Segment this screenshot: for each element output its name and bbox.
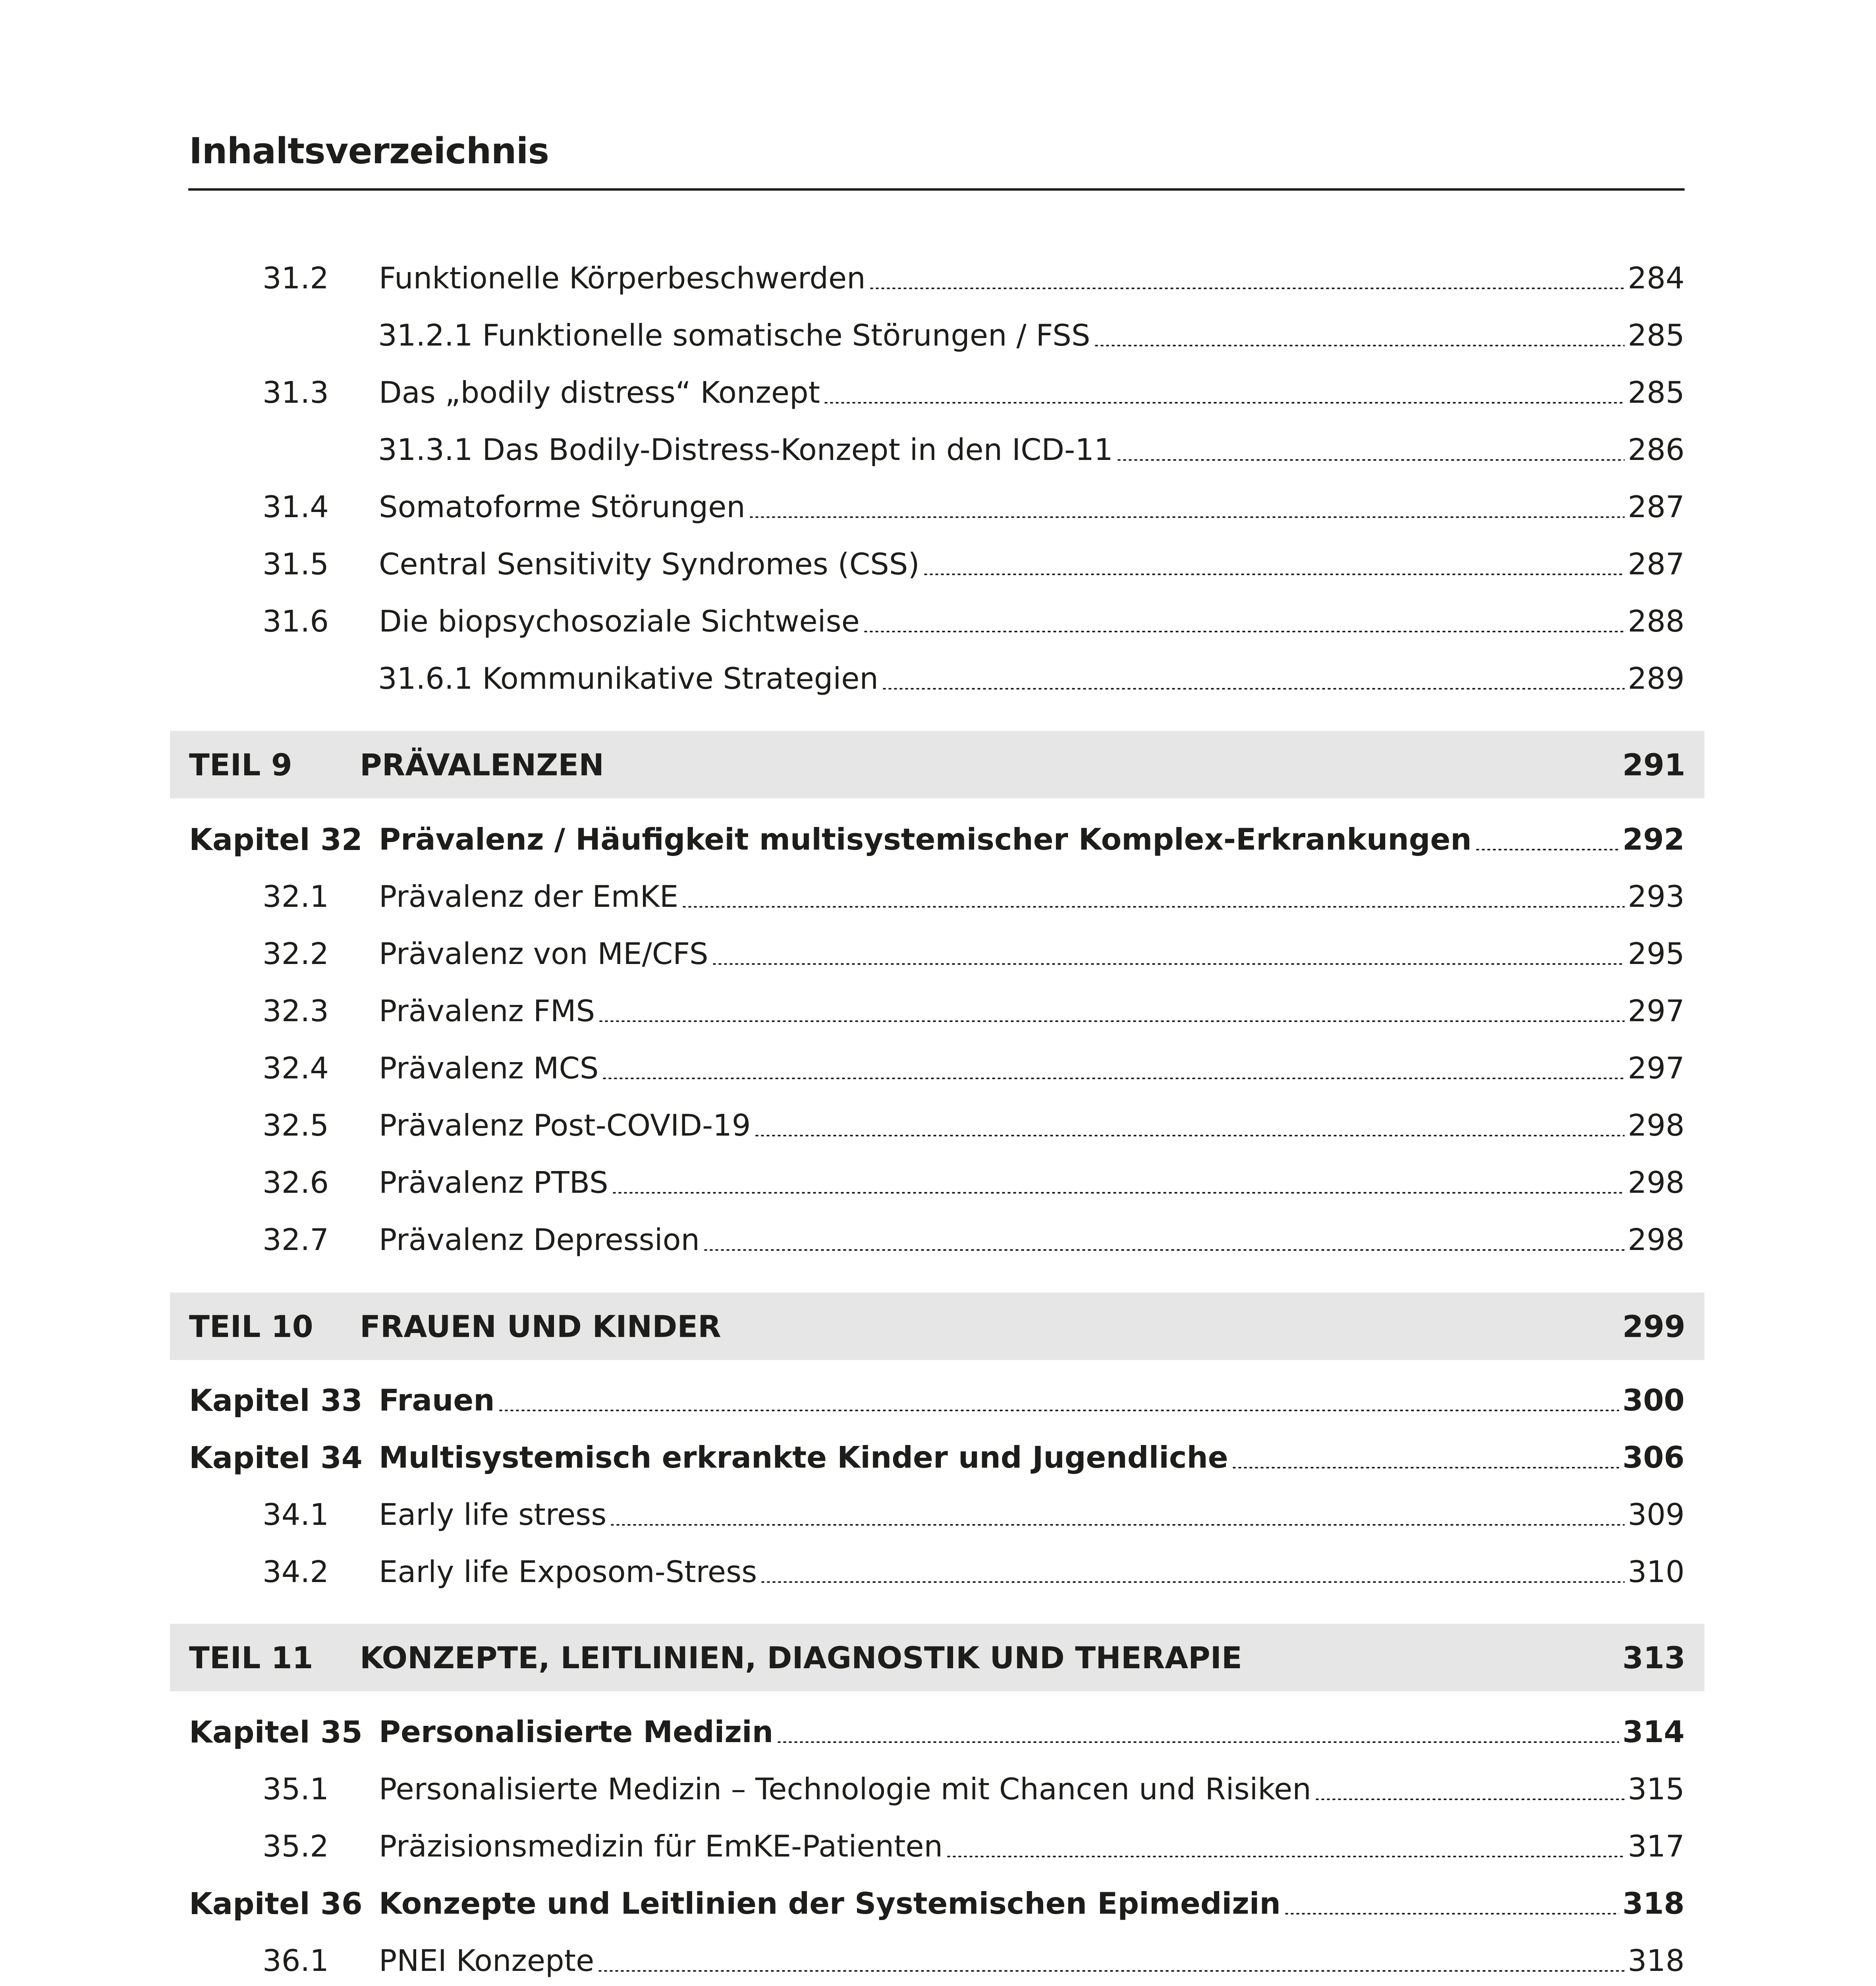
toc-entry-title: 31.3.1 Das Bodily-Distress-Konzept in den ICD-11 — [378, 432, 1113, 467]
toc-entry[interactable] — [189, 1544, 1685, 1600]
toc-entry-title: Early life stress — [379, 1497, 607, 1532]
toc-entry-title: Die biopsychosoziale Sichtweise — [379, 604, 860, 639]
toc-chapter-number: Kapitel 36 — [189, 1886, 363, 1921]
toc-chapter[interactable] — [189, 1704, 1685, 1760]
part-page: 291 — [1622, 747, 1685, 782]
dot-leader — [823, 402, 1625, 404]
toc-entry-page: 298 — [1627, 1222, 1685, 1257]
toc-entry-title: Das „bodily distress“ Konzept — [379, 375, 820, 410]
toc-entry[interactable] — [189, 1040, 1685, 1096]
dot-leader — [882, 688, 1625, 690]
toc-entry[interactable] — [189, 1818, 1685, 1874]
toc-entry-page: 293 — [1627, 879, 1685, 914]
toc-entry-title: Konzepte und Leitlinien der Systemischen Epimedizin — [379, 1886, 1281, 1921]
toc-entry-page: 314 — [1622, 1714, 1685, 1749]
toc-entry-page: 288 — [1627, 604, 1685, 639]
toc-entry-number: 32.2 — [262, 936, 329, 971]
dot-leader — [1284, 1913, 1619, 1915]
toc-entry-number: 35.1 — [262, 1772, 329, 1806]
dot-leader — [863, 631, 1625, 632]
dot-leader — [598, 1020, 1625, 1022]
toc-entry-page: 317 — [1627, 1829, 1685, 1864]
toc-entry-title: Prävalenz MCS — [379, 1051, 599, 1086]
toc-entry-page: 285 — [1627, 318, 1685, 353]
toc-entry-title: PNEI Konzepte — [379, 1943, 594, 1978]
toc-entry-number: 34.1 — [262, 1497, 329, 1532]
dot-leader — [610, 1524, 1625, 1526]
toc-entry[interactable] — [189, 869, 1685, 924]
part-heading-11[interactable] — [170, 1624, 1704, 1691]
toc-entry-number: 31.5 — [262, 547, 329, 582]
part-title: PRÄVALENZEN — [360, 747, 604, 782]
toc-entry-title: Early life Exposom-Stress — [379, 1554, 757, 1589]
toc-entry-page: 286 — [1627, 432, 1685, 467]
toc-entry-title: Prävalenz FMS — [379, 993, 595, 1028]
dot-leader — [597, 1970, 1625, 1972]
toc-entry-number: 32.6 — [262, 1165, 329, 1200]
toc-entry-title: Prävalenz PTBS — [379, 1165, 608, 1200]
toc-entry-page: 310 — [1627, 1554, 1685, 1589]
toc-entry[interactable] — [189, 983, 1685, 1039]
toc-subentry[interactable] — [378, 307, 1685, 363]
toc-entry-title: Somatoforme Störungen — [379, 489, 745, 524]
toc-chapter-number: Kapitel 33 — [189, 1382, 363, 1418]
toc-entry-number: 31.2 — [262, 261, 329, 296]
toc-entry-title: Personalisierte Medizin — [379, 1714, 774, 1749]
dot-leader — [498, 1410, 1619, 1411]
toc-entry-page: 298 — [1627, 1108, 1685, 1143]
toc-entry-page: 300 — [1622, 1383, 1685, 1418]
part-page: 313 — [1622, 1640, 1685, 1675]
dot-leader — [1094, 345, 1625, 346]
dot-leader — [681, 906, 1625, 908]
dot-leader — [1116, 459, 1625, 461]
toc-entry-page: 306 — [1622, 1440, 1685, 1475]
dot-leader — [749, 516, 1625, 518]
dot-leader — [946, 1856, 1625, 1857]
toc-entry-title: Funktionelle Körperbeschwerden — [379, 261, 866, 296]
toc-entry[interactable] — [189, 1212, 1685, 1267]
dot-leader — [712, 963, 1625, 965]
part-heading-10[interactable] — [170, 1292, 1704, 1360]
toc-chapter-number: Kapitel 34 — [189, 1439, 363, 1475]
part-label: TEIL 9 — [189, 747, 292, 782]
toc-entry-number: 32.4 — [262, 1051, 329, 1086]
part-label: TEIL 11 — [189, 1640, 313, 1675]
toc-chapter[interactable] — [189, 811, 1685, 867]
toc-entry-title: Multisystemisch erkrankte Kinder und Jugendliche — [379, 1440, 1228, 1475]
toc-chapter[interactable] — [189, 1876, 1685, 1931]
dot-leader — [760, 1581, 1625, 1583]
toc-entry-number: 35.2 — [262, 1829, 329, 1864]
toc-entry-number: 32.3 — [262, 993, 329, 1028]
toc-entry-title: Präzisionsmedizin für EmKE-Patienten — [379, 1829, 943, 1864]
toc-entry-page: 318 — [1622, 1886, 1685, 1921]
toc-entry[interactable] — [189, 1155, 1685, 1210]
part-title: FRAUEN UND KINDER — [360, 1308, 721, 1344]
toc-entry[interactable] — [189, 1761, 1685, 1817]
toc-entry[interactable] — [189, 365, 1685, 420]
dot-leader — [776, 1741, 1619, 1743]
toc-entry-page: 292 — [1622, 822, 1685, 857]
toc-entry[interactable] — [189, 926, 1685, 981]
part-title: KONZEPTE, LEITLINIEN, DIAGNOSTIK UND THERAPIE — [360, 1640, 1242, 1675]
toc-entry-title: Prävalenz / Häufigkeit multisystemischer Komplex-Erkrankungen — [379, 822, 1472, 857]
toc-entry-number: 31.4 — [262, 489, 329, 524]
toc-entry-title: Prävalenz der EmKE — [379, 879, 679, 914]
toc-entry[interactable] — [189, 1487, 1685, 1542]
toc-entry-number: 32.5 — [262, 1108, 329, 1143]
toc-entry-number: 31.3 — [262, 375, 329, 410]
dot-leader — [612, 1192, 1625, 1194]
toc-entry-page: 309 — [1627, 1497, 1685, 1532]
dot-leader — [1314, 1799, 1625, 1800]
toc-chapter[interactable] — [189, 1430, 1685, 1485]
toc-subentry[interactable] — [378, 422, 1685, 477]
page-header-title: Inhaltsverzeichnis — [189, 130, 549, 172]
dot-leader — [703, 1249, 1625, 1251]
toc-entry[interactable] — [189, 250, 1685, 306]
dot-leader — [1475, 849, 1619, 850]
toc-entry-page: 285 — [1627, 375, 1685, 410]
toc-entry[interactable] — [189, 1933, 1685, 1986]
dot-leader — [1231, 1467, 1619, 1468]
dot-leader — [923, 574, 1625, 575]
toc-entry[interactable] — [189, 593, 1685, 649]
toc-entry-page: 295 — [1627, 936, 1685, 971]
toc-chapter-number: Kapitel 32 — [189, 821, 363, 857]
toc-entry-page: 315 — [1627, 1772, 1685, 1806]
toc-entry-number: 36.1 — [262, 1943, 329, 1978]
toc-entry-title: Frauen — [379, 1383, 495, 1418]
toc-entry-title: Prävalenz Post-COVID-19 — [379, 1108, 751, 1143]
toc-entry-number: 32.7 — [262, 1222, 329, 1257]
toc-entry[interactable] — [189, 479, 1685, 535]
toc-entry-page: 284 — [1627, 261, 1685, 296]
toc-entry-title: Personalisierte Medizin – Technologie mit Chancen und Risiken — [379, 1772, 1311, 1806]
toc-entry-page: 297 — [1627, 1051, 1685, 1086]
part-heading-9[interactable] — [170, 731, 1704, 798]
toc-entry-page: 287 — [1627, 489, 1685, 524]
toc-entry-title: Prävalenz von ME/CFS — [379, 936, 708, 971]
toc-entry-page: 298 — [1627, 1165, 1685, 1200]
toc-entry[interactable] — [189, 1097, 1685, 1153]
toc-entry-page: 287 — [1627, 547, 1685, 582]
part-page: 299 — [1622, 1308, 1685, 1344]
toc-entry[interactable] — [189, 536, 1685, 592]
toc-entry-number: 32.1 — [262, 879, 329, 914]
dot-leader — [602, 1078, 1624, 1079]
dot-leader — [869, 288, 1625, 289]
toc-entry-page: 289 — [1627, 661, 1685, 696]
toc-entry-page: 297 — [1627, 993, 1685, 1028]
toc-entry-number: 34.2 — [262, 1554, 329, 1589]
toc-entry-page: 318 — [1627, 1943, 1685, 1978]
toc-entry-title: Central Sensitivity Syndromes (CSS) — [379, 547, 920, 582]
toc-entry-number: 31.6 — [262, 604, 329, 639]
toc-chapter[interactable] — [189, 1372, 1685, 1428]
toc-chapter-number: Kapitel 35 — [189, 1714, 363, 1750]
toc-entry-title: Prävalenz Depression — [379, 1222, 700, 1257]
dot-leader — [754, 1135, 1625, 1136]
toc-subentry[interactable] — [378, 651, 1685, 706]
toc-entry-title: 31.2.1 Funktionelle somatische Störungen / FSS — [378, 318, 1090, 353]
toc-entry-title: 31.6.1 Kommunikative Strategien — [378, 661, 878, 696]
part-label: TEIL 10 — [189, 1308, 313, 1344]
